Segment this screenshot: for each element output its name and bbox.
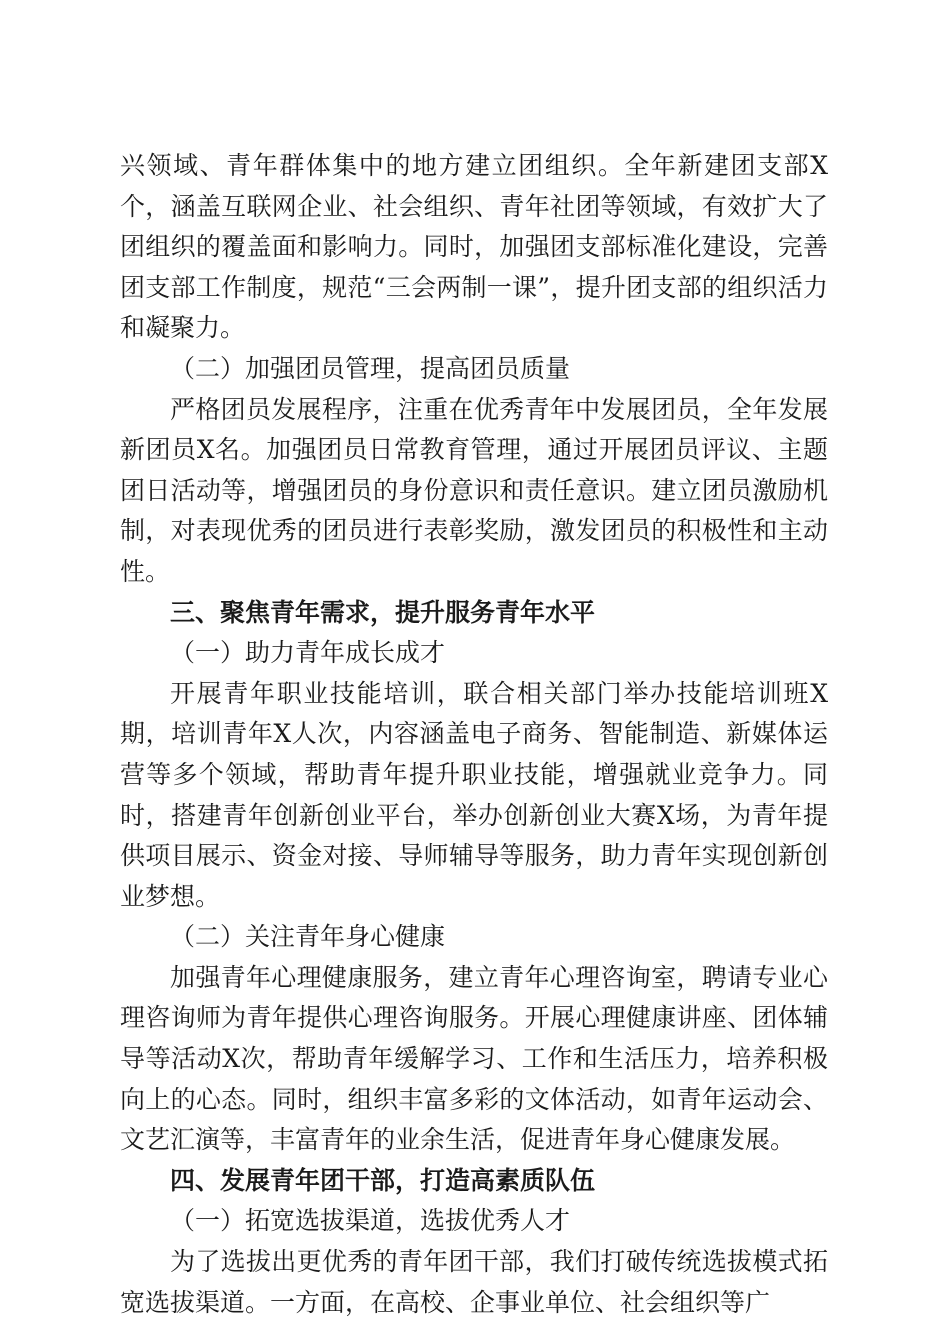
subheading-youth-growth: （一）助力青年成长成才 [170, 638, 446, 668]
subheading-selection-channels: （一）拓宽选拔渠道，选拔优秀人才 [170, 1206, 571, 1236]
paragraph-mental-health: 加强青年心理健康服务，建立青年心理咨询室，聘请专业心理咨询师为青年提供心理咨询服务。开展心理健康讲座、团体辅导等活动X次，帮助青年缓解学习、工作和生活压力，培养积极向上的心态。同时，组织丰富多彩的文体活动，如青年运动会、文艺汇演等，丰富青年的业余生活，促进青年身心健康发展。 [120, 962, 828, 1155]
paragraph-org-building: 兴领域、青年群体集中的地方建立团组织。全年新建团支部X个，涵盖互联网企业、社会组织、青年社团等领域，有效扩大了团组织的覆盖面和影响力。同时，加强团支部标准化建设，完善团支部工作制度，规范“三会两制一课”，提升团支部的组织活力和凝聚力。 [120, 151, 828, 343]
paragraph-vocational-training: 开展青年职业技能培训，联合相关部门举办技能培训班X期，培训青年X人次，内容涵盖电子商务、智能制造、新媒体运营等多个领域，帮助青年提升职业技能，增强就业竞争力。同时，搭建青年创新创业平台，举办创新创业大赛X场，为青年提供项目展示、资金对接、导师辅导等服务，助力青年实现创新创业梦想。 [120, 678, 828, 911]
heading-section-four: 四、发展青年团干部，打造高素质队伍 [170, 1165, 596, 1195]
document-page [120, 146, 828, 1323]
paragraph-cadre-selection: 为了选拔出更优秀的青年团干部，我们打破传统选拔模式拓宽选拔渠道。一方面，在高校、企事业单位、社会组织等广 [120, 1247, 828, 1317]
subheading-youth-health: （二）关注青年身心健康 [170, 922, 446, 952]
subheading-member-management: （二）加强团员管理，提高团员质量 [170, 353, 571, 383]
heading-section-three: 三、聚焦青年需求，提升服务青年水平 [170, 597, 596, 627]
paragraph-member-development: 严格团员发展程序，注重在优秀青年中发展团员，全年发展新团员X名。加强团员日常教育管理，通过开展团员评议、主题团日活动等，增强团员的身份意识和责任意识。建立团员激励机制，对表现优秀的团员进行表彰奖励，激发团员的积极性和主动性。 [120, 394, 828, 586]
